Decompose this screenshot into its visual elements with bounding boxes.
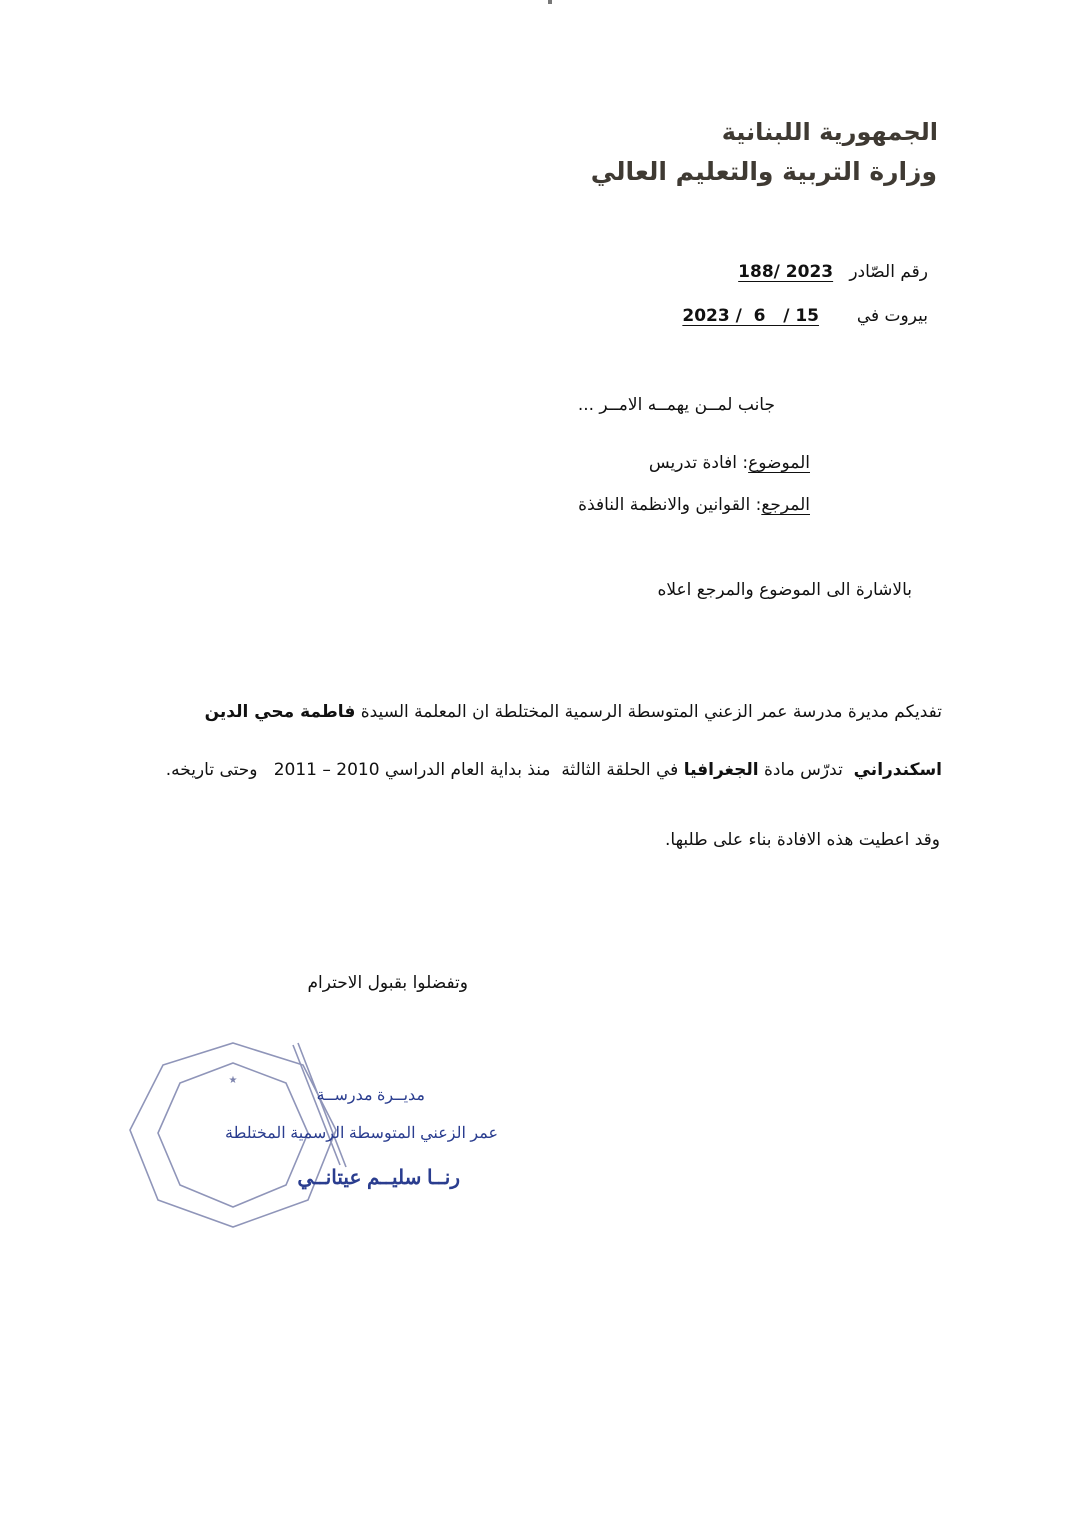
body-text: تفديكم مديرة مدرسة عمر الزعني المتوسطة الرسمية المختلطة ان المعلمة السيدة [355,702,942,722]
body-text: في الحلقة الثالثة منذ بداية العام الدراسي 2010 – 2011 وحتى تاريخه. [165,760,684,780]
body-text: تدرّس مادة [758,760,854,780]
signature-title: مديــرة مدرســة [316,1087,425,1104]
reference-number: 188/ 2023 [738,262,834,282]
reference-line [738,262,928,282]
signature-school: عمر الزعني المتوسطة الرسمية المختلطة [225,1125,498,1142]
signature-name: رنــا سليــم عيتانــي [297,1167,460,1189]
header-republic: الجمهورية اللبنانية [721,118,938,146]
subject-taught: الجغرافيا [683,760,759,780]
reference-law-line [578,495,810,515]
place-label: بيروت في [856,306,928,326]
closing: وتفضلوا بقبول الاحترام [307,973,468,993]
salutation: جانب لمــن يهمــه الامــر ... [577,395,775,415]
teacher-surname: اسكندراني [853,760,942,780]
intro-text: بالاشارة الى الموضوع والمرجع اعلاه [657,580,912,600]
scan-artifact [548,0,552,4]
ref-value: : القوانين والانظمة النافذة [578,495,762,515]
ref-label: المرجع [761,495,810,515]
subject-label: الموضوع [748,453,810,473]
date-line [682,306,928,326]
body-line-1 [137,702,942,722]
body-line-2 [166,760,942,780]
issue-date: 2023 / 6 / 15 [682,306,820,326]
subject-value: : افادة تدريس [648,453,749,473]
subject-line [649,453,810,473]
body-line-3: وقد اعطيت هذه الافادة بناء على طلبها. [665,830,940,850]
reference-label: رقم الصّادر [849,262,928,282]
teacher-name: فاطمة محي الدين [204,702,356,722]
stamp-inner-text: ★ [228,1075,238,1086]
header-ministry: وزارة التربية والتعليم العالي [590,157,937,186]
